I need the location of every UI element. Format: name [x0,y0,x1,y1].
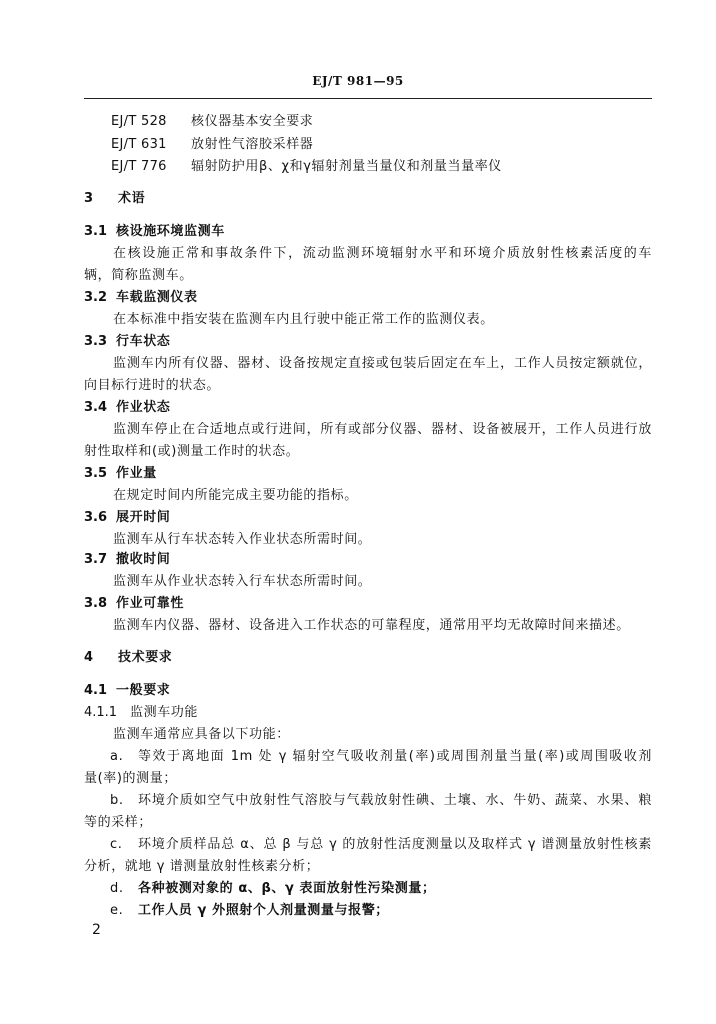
definition-line: 在本标准中指安装在监测车内且行驶中能正常工作的监测仪表。 [113,312,494,327]
subsubsection-title: 监测车功能 [130,705,199,720]
header-rule [84,98,652,99]
definition-line: 在核设施正常和事故条件下，流动监测环境辐射水平和环境介质放射性核素活度的车 [113,246,652,261]
subsubsection-heading [84,705,198,721]
term-title: 行车状态 [116,334,171,349]
list-item-line: 分析，就地 γ 谱测量放射性核素分析； [84,859,320,874]
definition-line: 向目标行进时的状态。 [84,378,221,393]
term-number: 3.2 [84,290,108,305]
definition-line: 辆，简称监测车。 [84,268,193,283]
list-item-line: 环境介质如空气中放射性气溶胶与气载放射性碘、土壤、水、牛奶、蔬菜、水果、粮 [138,793,652,808]
reference-item [111,137,313,153]
subsection-number: 4.1 [84,683,108,698]
term-heading [84,552,170,568]
reference-item [111,159,502,175]
list-item-line: 各种被测对象的 α、β、γ 表面放射性污染测量； [138,881,436,896]
reference-code: EJ/T 776 [111,159,167,174]
section-heading [84,191,145,207]
term-number: 3.1 [84,224,108,239]
term-title: 作业量 [116,466,157,481]
definition-line: 监测车停止在合适地点或行进间，所有或部分仪器、器材、设备被展开，工作人员进行放 [113,422,652,437]
section-number: 4 [84,650,94,665]
definition-line: 在规定时间内所能完成主要功能的指标。 [113,488,358,503]
term-title: 撤收时间 [116,552,171,567]
term-number: 3.7 [84,552,108,567]
definition-line: 监测车内所有仪器、器材、设备按规定直接或包装后固定在车上，工作人员按定额就位， [113,356,652,371]
subsection-title: 一般要求 [116,683,171,698]
reference-title: 核仪器基本安全要求 [191,114,314,129]
definition-line: 监测车从行车状态转入作业状态所需时间。 [113,532,372,547]
list-label: c. [110,837,123,852]
term-heading [84,400,170,416]
term-number: 3.4 [84,400,108,415]
section-heading [84,650,172,666]
term-number: 3.6 [84,510,108,525]
reference-title: 辐射防护用β、χ和γ辐射剂量当量仪和剂量当量率仪 [191,159,502,174]
list-item-line: 工作人员 γ 外照射个人剂量测量与报警； [138,903,389,918]
list-label: b. [110,793,124,808]
term-title: 作业状态 [116,400,171,415]
document-id: EJ/T 981—95 [312,74,404,88]
list-item-line: 等效于离地面 1m 处 γ 辐射空气吸收剂量(率)或周围剂量当量(率)或周围吸收剂 [138,749,652,764]
term-heading [84,334,170,350]
reference-code: EJ/T 528 [111,114,167,129]
list-item-line: 环境介质样品总 α、总 β 与总 γ 的放射性活度测量以及取样式 γ 谱测量放射性核素 [138,837,652,852]
intro-paragraph: 监测车通常应具备以下功能： [113,727,290,742]
reference-item [111,114,313,130]
term-heading [84,224,225,240]
section-title: 术语 [118,191,146,206]
list-label: e. [110,903,124,918]
term-heading [84,290,198,306]
term-title: 核设施环境监测车 [116,224,225,239]
definition-line: 监测车内仪器、器材、设备进入工作状态的可靠程度，通常用平均无故障时间来描述。 [113,618,630,633]
term-number: 3.3 [84,334,108,349]
term-number: 3.5 [84,466,108,481]
term-title: 作业可靠性 [116,596,185,611]
list-label: d. [110,881,124,896]
subsection-heading [84,683,170,699]
list-label: a. [110,749,124,764]
section-title: 技术要求 [118,650,173,665]
reference-code: EJ/T 631 [111,137,167,152]
list-item-line: 量(率)的测量； [84,771,177,786]
page-number: 2 [92,922,101,938]
term-number: 3.8 [84,596,108,611]
subsubsection-number: 4.1.1 [84,705,118,720]
definition-line: 射性取样和(或)测量工作时的状态。 [84,444,300,459]
definition-line: 监测车从作业状态转入行车状态所需时间。 [113,574,372,589]
term-title: 车载监测仪表 [116,290,198,305]
term-heading [84,466,157,482]
section-number: 3 [84,191,94,206]
term-heading [84,510,170,526]
list-item-line: 等的采样； [84,815,153,830]
term-title: 展开时间 [116,510,171,525]
term-heading [84,596,184,612]
reference-title: 放射性气溶胶采样器 [191,137,314,152]
